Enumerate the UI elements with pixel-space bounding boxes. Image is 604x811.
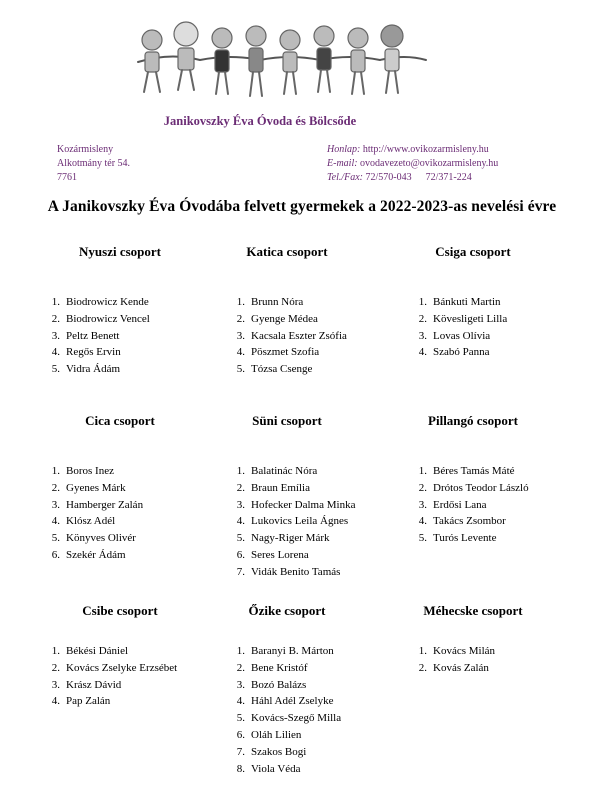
list-item	[225, 513, 355, 530]
list-item	[40, 344, 150, 361]
list-number: 1.	[236, 296, 245, 308]
child-name: Peltz Benett	[66, 329, 120, 342]
child-name: Regős Ervin	[66, 346, 121, 359]
list-number: 4.	[418, 515, 427, 528]
child-list	[40, 463, 143, 564]
list-item	[225, 547, 355, 564]
list-number: 2.	[236, 312, 245, 325]
list-item	[40, 677, 177, 694]
child-name: Kövesligeti Lilla	[433, 312, 508, 325]
child-name: Szakos Bogi	[251, 745, 307, 758]
child-name: Biodrowicz Vencel	[66, 312, 150, 325]
list-item	[225, 344, 347, 361]
child-name: Lukovics Leila Ágnes	[251, 515, 349, 528]
address-block	[57, 143, 130, 186]
list-number: 2.	[51, 481, 60, 494]
group-title: Süni csoport	[252, 413, 322, 428]
child-name: Brunn Nóra	[251, 296, 304, 308]
child-name: Kovács-Szegő Milla	[251, 712, 342, 725]
list-number: 1.	[51, 465, 60, 477]
child-name: Szabó Panna	[433, 346, 490, 359]
address-city: Kozármisleny	[57, 144, 114, 155]
child-name: Krász Dávid	[66, 678, 122, 691]
children-holding-hands-icon	[130, 14, 430, 104]
list-number: 3.	[418, 329, 427, 342]
list-number: 2.	[51, 312, 60, 325]
list-item	[407, 344, 507, 361]
list-item	[225, 710, 341, 727]
list-item	[225, 480, 355, 497]
child-name: Bozó Balázs	[251, 678, 307, 691]
list-number: 2.	[418, 312, 427, 325]
list-number: 3.	[51, 678, 60, 691]
child-name: Tózsa Csenge	[251, 363, 313, 376]
address-zip: 7761	[57, 172, 77, 184]
group-title: Csibe csoport	[82, 603, 158, 618]
list-number: 4.	[51, 515, 60, 528]
child-name: Könyves Olivér	[66, 532, 136, 545]
list-number: 4.	[236, 515, 245, 528]
list-item	[225, 497, 355, 514]
list-item	[225, 744, 341, 761]
group-title: Nyuszi csoport	[79, 244, 161, 259]
child-name: Vidra Ádám	[66, 363, 121, 376]
group-title: Őzike csoport	[248, 603, 326, 618]
child-name: Hamberger Zalán	[66, 498, 144, 511]
list-number: 5.	[236, 532, 245, 545]
list-number: 1.	[418, 296, 427, 308]
list-number: 4.	[51, 695, 60, 708]
list-item	[40, 361, 150, 378]
child-name: Erdősi Lana	[433, 498, 487, 511]
child-name: Békési Dániel	[66, 645, 129, 657]
child-name: Bánkuti Martin	[433, 296, 501, 308]
child-list	[225, 463, 355, 581]
child-name: Turós Levente	[433, 532, 497, 545]
child-name: Balatinác Nóra	[251, 465, 318, 477]
list-number: 1.	[236, 645, 245, 657]
child-name: Baranyi B. Márton	[251, 645, 334, 657]
child-name: Kovács Zselyke Erzsébet	[66, 661, 178, 674]
list-number: 6.	[51, 548, 60, 561]
list-number: 5.	[236, 712, 245, 725]
list-number: 2.	[236, 481, 245, 494]
child-name: Pap Zalán	[66, 695, 111, 708]
list-number: 5.	[418, 532, 427, 545]
list-item	[40, 311, 150, 328]
list-item	[225, 564, 355, 581]
tel-2: 72/371-224	[425, 172, 472, 184]
address-street: Alkotmány tér 54.	[57, 158, 131, 170]
child-list	[225, 294, 347, 378]
list-number: 3.	[236, 329, 245, 342]
homepage-label: Honlap:	[327, 144, 361, 155]
list-item	[40, 513, 143, 530]
child-name: Gyenes Márk	[66, 481, 126, 494]
child-list	[407, 643, 495, 677]
list-item	[407, 294, 507, 311]
child-name: Kacsala Eszter Zsófia	[251, 329, 347, 342]
list-item	[407, 328, 507, 345]
child-name: Háhl Adél Zselyke	[251, 695, 334, 708]
list-item	[407, 497, 529, 514]
list-number: 3.	[418, 498, 427, 511]
list-item	[40, 530, 143, 547]
child-list	[407, 463, 529, 547]
list-item	[225, 361, 347, 378]
group-title: Pillangó csoport	[428, 413, 518, 428]
child-list	[40, 294, 150, 378]
child-name: Vidák Benito Tamás	[251, 565, 341, 578]
list-item	[40, 480, 143, 497]
list-number: 1.	[236, 465, 245, 477]
list-number: 1.	[51, 645, 60, 657]
child-name: Boros Inez	[66, 465, 114, 477]
list-item	[225, 727, 341, 744]
list-item	[407, 463, 529, 480]
child-name: Szekér Ádám	[66, 548, 126, 561]
list-item	[407, 311, 507, 328]
list-item	[40, 643, 177, 660]
child-name: Hofecker Dalma Minka	[251, 498, 356, 511]
list-number: 8.	[236, 762, 245, 775]
child-list	[407, 294, 507, 361]
list-number: 4.	[236, 695, 245, 708]
list-number: 2.	[236, 661, 245, 674]
list-item	[40, 660, 177, 677]
list-number: 2.	[418, 661, 427, 674]
list-number: 2.	[418, 481, 427, 494]
list-number: 5.	[51, 532, 60, 545]
list-item	[225, 761, 341, 778]
child-name: Drótos Teodor László	[433, 481, 529, 494]
list-item	[225, 693, 341, 710]
child-name: Pöszmet Szofia	[251, 346, 320, 359]
child-name: Kovács Milán	[433, 645, 496, 657]
child-name: Béres Tamás Máté	[433, 465, 515, 477]
list-number: 7.	[236, 745, 245, 758]
child-list	[225, 643, 341, 777]
email-link[interactable]: ovodavezeto@ovikozarmisleny.hu	[360, 158, 499, 170]
tel-1: 72/570-043	[365, 172, 412, 184]
child-name: Klósz Adél	[66, 515, 116, 528]
child-list	[40, 643, 177, 710]
group-title: Cica csoport	[85, 413, 155, 428]
list-item	[40, 463, 143, 480]
list-item	[407, 513, 529, 530]
list-number: 3.	[236, 678, 245, 691]
list-number: 5.	[236, 363, 245, 376]
school-name: Janikovszky Éva Óvoda és Bölcsőde	[163, 114, 357, 128]
list-number: 3.	[236, 498, 245, 511]
list-item	[40, 328, 150, 345]
list-number: 1.	[51, 296, 60, 308]
child-name: Kovás Zalán	[433, 661, 489, 674]
list-number: 3.	[51, 329, 60, 342]
list-item	[225, 643, 341, 660]
list-item	[225, 660, 341, 677]
list-item	[225, 463, 355, 480]
list-number: 3.	[51, 498, 60, 511]
child-name: Biodrowicz Kende	[66, 296, 149, 308]
child-name: Nagy-Riger Márk	[251, 532, 330, 545]
child-name: Bene Kristóf	[251, 661, 308, 674]
list-number: 6.	[236, 548, 245, 561]
child-name: Viola Véda	[251, 762, 301, 775]
list-item	[225, 530, 355, 547]
list-number: 4.	[236, 346, 245, 359]
page-title: A Janikovszky Éva Óvodába felvett gyermekek a 2022-2023-as nevelési évre	[47, 198, 557, 215]
list-number: 1.	[418, 465, 427, 477]
group-title: Méhecske csoport	[423, 603, 523, 618]
homepage-link[interactable]: http://www.ovikozarmisleny.hu	[362, 144, 489, 155]
list-item	[40, 547, 143, 564]
email-label: E-mail:	[327, 158, 358, 170]
list-item	[225, 311, 347, 328]
group-title: Csiga csoport	[435, 244, 511, 259]
list-item	[407, 643, 495, 660]
list-number: 7.	[236, 565, 245, 578]
child-name: Lovas Olívia	[433, 329, 491, 342]
list-item	[40, 693, 177, 710]
list-item	[40, 497, 143, 514]
list-number: 2.	[51, 661, 60, 674]
contact-block	[327, 143, 498, 186]
child-name: Braun Emília	[251, 481, 310, 494]
child-name: Takács Zsombor	[433, 515, 506, 528]
list-item	[407, 660, 495, 677]
list-item	[225, 294, 347, 311]
group-title: Katica csoport	[246, 244, 328, 259]
child-name: Seres Lorena	[251, 548, 309, 561]
list-number: 4.	[418, 346, 427, 359]
list-number: 6.	[236, 728, 245, 741]
child-name: Gyenge Médea	[251, 312, 318, 325]
list-item	[225, 328, 347, 345]
list-item	[407, 530, 529, 547]
list-number: 4.	[51, 346, 60, 359]
list-number: 1.	[418, 645, 427, 657]
list-item	[40, 294, 150, 311]
list-number: 5.	[51, 363, 60, 376]
list-item	[407, 480, 529, 497]
child-name: Oláh Lilien	[251, 728, 302, 741]
list-item	[225, 677, 341, 694]
tel-label: Tel./Fax:	[327, 172, 364, 184]
